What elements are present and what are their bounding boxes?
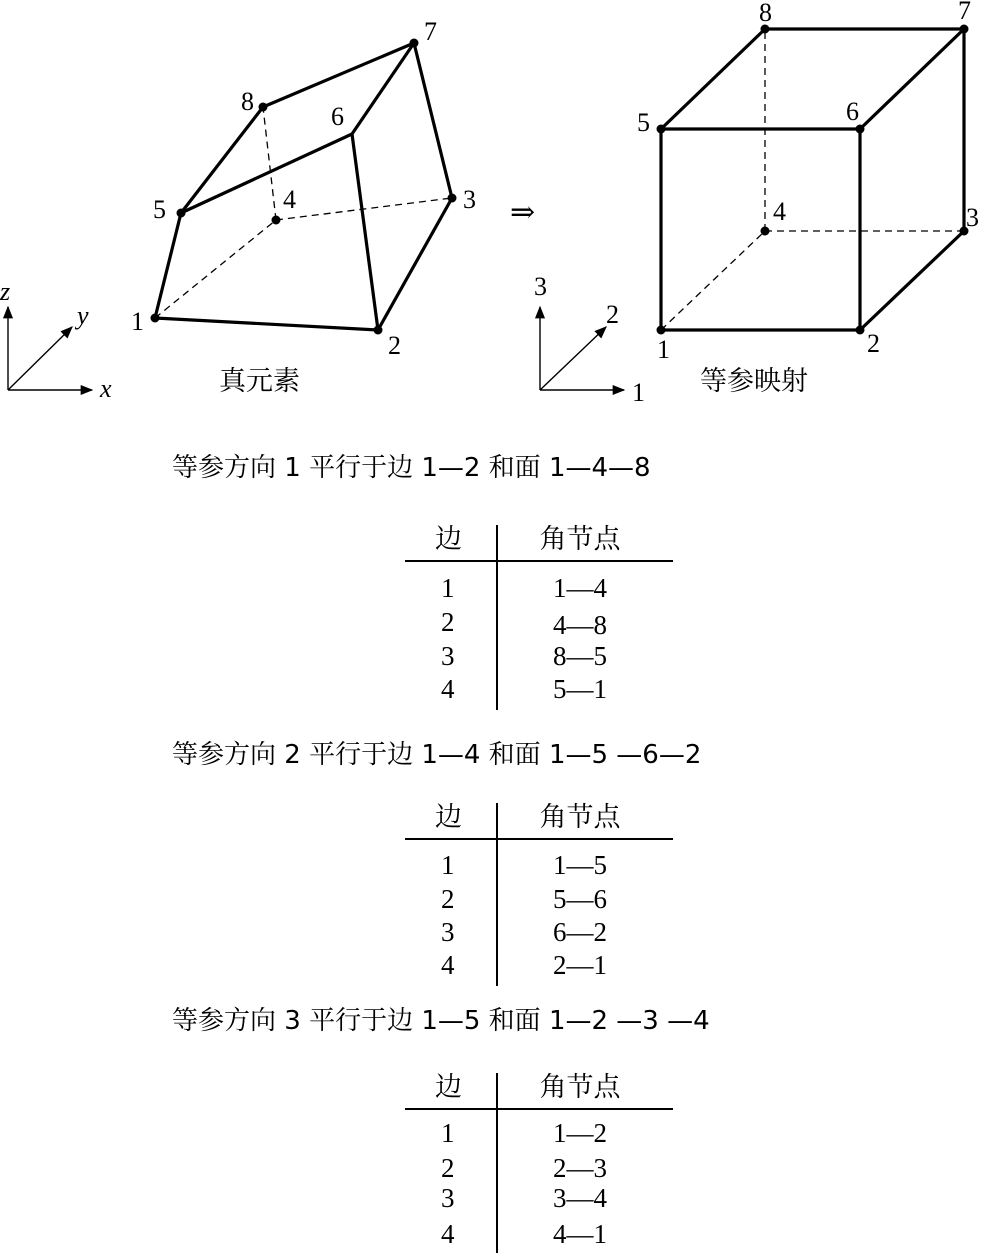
mapped-axis-2-label: 2 <box>606 300 619 329</box>
real-node-label-2: 2 <box>388 331 401 360</box>
table-row-nodes: 5—1 <box>553 674 607 704</box>
real-edge-2-3 <box>378 198 452 330</box>
mapped-node-label-4: 4 <box>773 197 786 226</box>
table-row-nodes: 3—4 <box>553 1183 607 1213</box>
table-divider <box>496 1073 498 1253</box>
real-node-dot-5 <box>177 209 186 218</box>
table-row-edge: 3 <box>441 1183 455 1213</box>
real-node-label-5: 5 <box>153 195 166 224</box>
table-row-nodes: 2—1 <box>553 950 607 980</box>
direction-3-heading: 等参方向 3 平行于边 1—5 和面 1—2 —3 —4 <box>172 1006 710 1036</box>
mapped-node-label-2: 2 <box>867 329 880 358</box>
real-node-dot-7 <box>410 39 419 48</box>
real-node-label-4: 4 <box>283 185 296 214</box>
mapped-node-label-7: 7 <box>958 0 971 25</box>
direction-3-table <box>405 1073 673 1253</box>
column-header-corner-nodes: 角节点 <box>539 802 621 833</box>
real-node-label-1: 1 <box>131 307 144 336</box>
table-header-rule <box>405 1108 673 1110</box>
table-row-nodes: 1—5 <box>553 850 607 880</box>
mapped-node-dot-7 <box>960 25 969 34</box>
mapped-node-dot-4 <box>761 227 770 236</box>
mapping-arrow: ⇒ <box>510 196 536 229</box>
table-row-edge: 2 <box>441 1153 455 1183</box>
real-node-label-8: 8 <box>241 87 254 116</box>
element-mapping-figure <box>0 0 985 420</box>
real-edge-6-2 <box>352 134 378 330</box>
mapped-node-label-5: 5 <box>637 108 650 137</box>
real-node-label-7: 7 <box>424 17 437 46</box>
real-element <box>151 39 457 335</box>
table-row-edge: 4 <box>441 674 455 704</box>
table-divider <box>496 525 498 710</box>
column-header-corner-nodes: 角节点 <box>539 1072 621 1103</box>
direction-1-table <box>405 525 673 710</box>
table-row-nodes: 5—6 <box>553 884 607 914</box>
real-node-dot-3 <box>448 194 457 203</box>
real-node-dot-8 <box>259 103 268 112</box>
direction-2-table <box>405 803 673 986</box>
mapped-axis-1-label: 1 <box>632 378 645 407</box>
table-row-nodes: 1—4 <box>553 573 607 603</box>
real-edge-5-8 <box>181 107 263 213</box>
table-row-nodes: 4—8 <box>553 610 607 640</box>
mapped-edge-5-8 <box>661 29 765 129</box>
table-row-edge: 4 <box>441 1219 455 1249</box>
mapped-hidden-edge-1-4 <box>661 231 765 330</box>
mapped-axis-2-arrow <box>540 327 606 390</box>
mapped-node-label-6: 6 <box>846 97 859 126</box>
table-row-nodes: 2—3 <box>553 1153 607 1183</box>
real-edge-7-3 <box>414 43 452 198</box>
table-row-nodes: 4—1 <box>553 1219 607 1249</box>
mapped-node-label-3: 3 <box>966 203 979 232</box>
table-row-edge: 4 <box>441 950 455 980</box>
real-node-dot-1 <box>151 314 160 323</box>
table-row-edge: 2 <box>441 884 455 914</box>
real-axis-y-arrow <box>8 327 72 390</box>
real-node-label-3: 3 <box>463 185 476 214</box>
table-row-nodes: 8—5 <box>553 641 607 671</box>
direction-1-heading: 等参方向 1 平行于边 1—2 和面 1—4—8 <box>172 453 651 483</box>
column-header-corner-nodes: 角节点 <box>539 524 621 555</box>
real-node-dot-4 <box>272 216 281 225</box>
mapped-node-dot-5 <box>657 125 666 134</box>
table-row-edge: 1 <box>441 850 455 880</box>
mapped-element <box>657 25 969 335</box>
real-edge-1-5 <box>155 213 181 318</box>
real-axis-x-label: x <box>100 374 112 403</box>
mapped-axis-3-label: 3 <box>534 272 547 301</box>
column-header-edge: 边 <box>435 524 462 555</box>
mapped-node-dot-2 <box>856 326 865 335</box>
real-edge-1-2 <box>155 318 378 330</box>
real-hidden-edge-4-8 <box>263 107 276 220</box>
real-edge-5-6 <box>181 134 352 213</box>
column-header-edge: 边 <box>435 802 462 833</box>
table-row-edge: 1 <box>441 573 455 603</box>
real-node-label-6: 6 <box>331 102 344 131</box>
column-header-edge: 边 <box>435 1072 462 1103</box>
mapped-edge-2-3 <box>860 231 964 330</box>
real-axis-y-label: y <box>77 301 89 330</box>
mapped-node-label-8: 8 <box>759 0 772 27</box>
real-node-dot-2 <box>374 326 383 335</box>
table-row-edge: 1 <box>441 1118 455 1148</box>
table-row-edge: 3 <box>441 917 455 947</box>
direction-2-heading: 等参方向 2 平行于边 1—4 和面 1—5 —6—2 <box>172 740 702 770</box>
real-element-caption: 真元素 <box>219 366 300 397</box>
table-row-nodes: 1—2 <box>553 1118 607 1148</box>
table-row-edge: 2 <box>441 607 455 637</box>
real-axis-z-label: z <box>0 277 11 306</box>
mapped-edge-6-7 <box>860 29 964 129</box>
table-header-rule <box>405 560 673 562</box>
real-hidden-edge-1-4 <box>155 220 276 318</box>
table-divider <box>496 803 498 986</box>
table-row-nodes: 6—2 <box>553 917 607 947</box>
mapped-node-label-1: 1 <box>657 335 670 364</box>
table-row-edge: 3 <box>441 641 455 671</box>
table-header-rule <box>405 838 673 840</box>
mapped-element-caption: 等参映射 <box>700 366 808 397</box>
mapped-node-dot-1 <box>657 326 666 335</box>
